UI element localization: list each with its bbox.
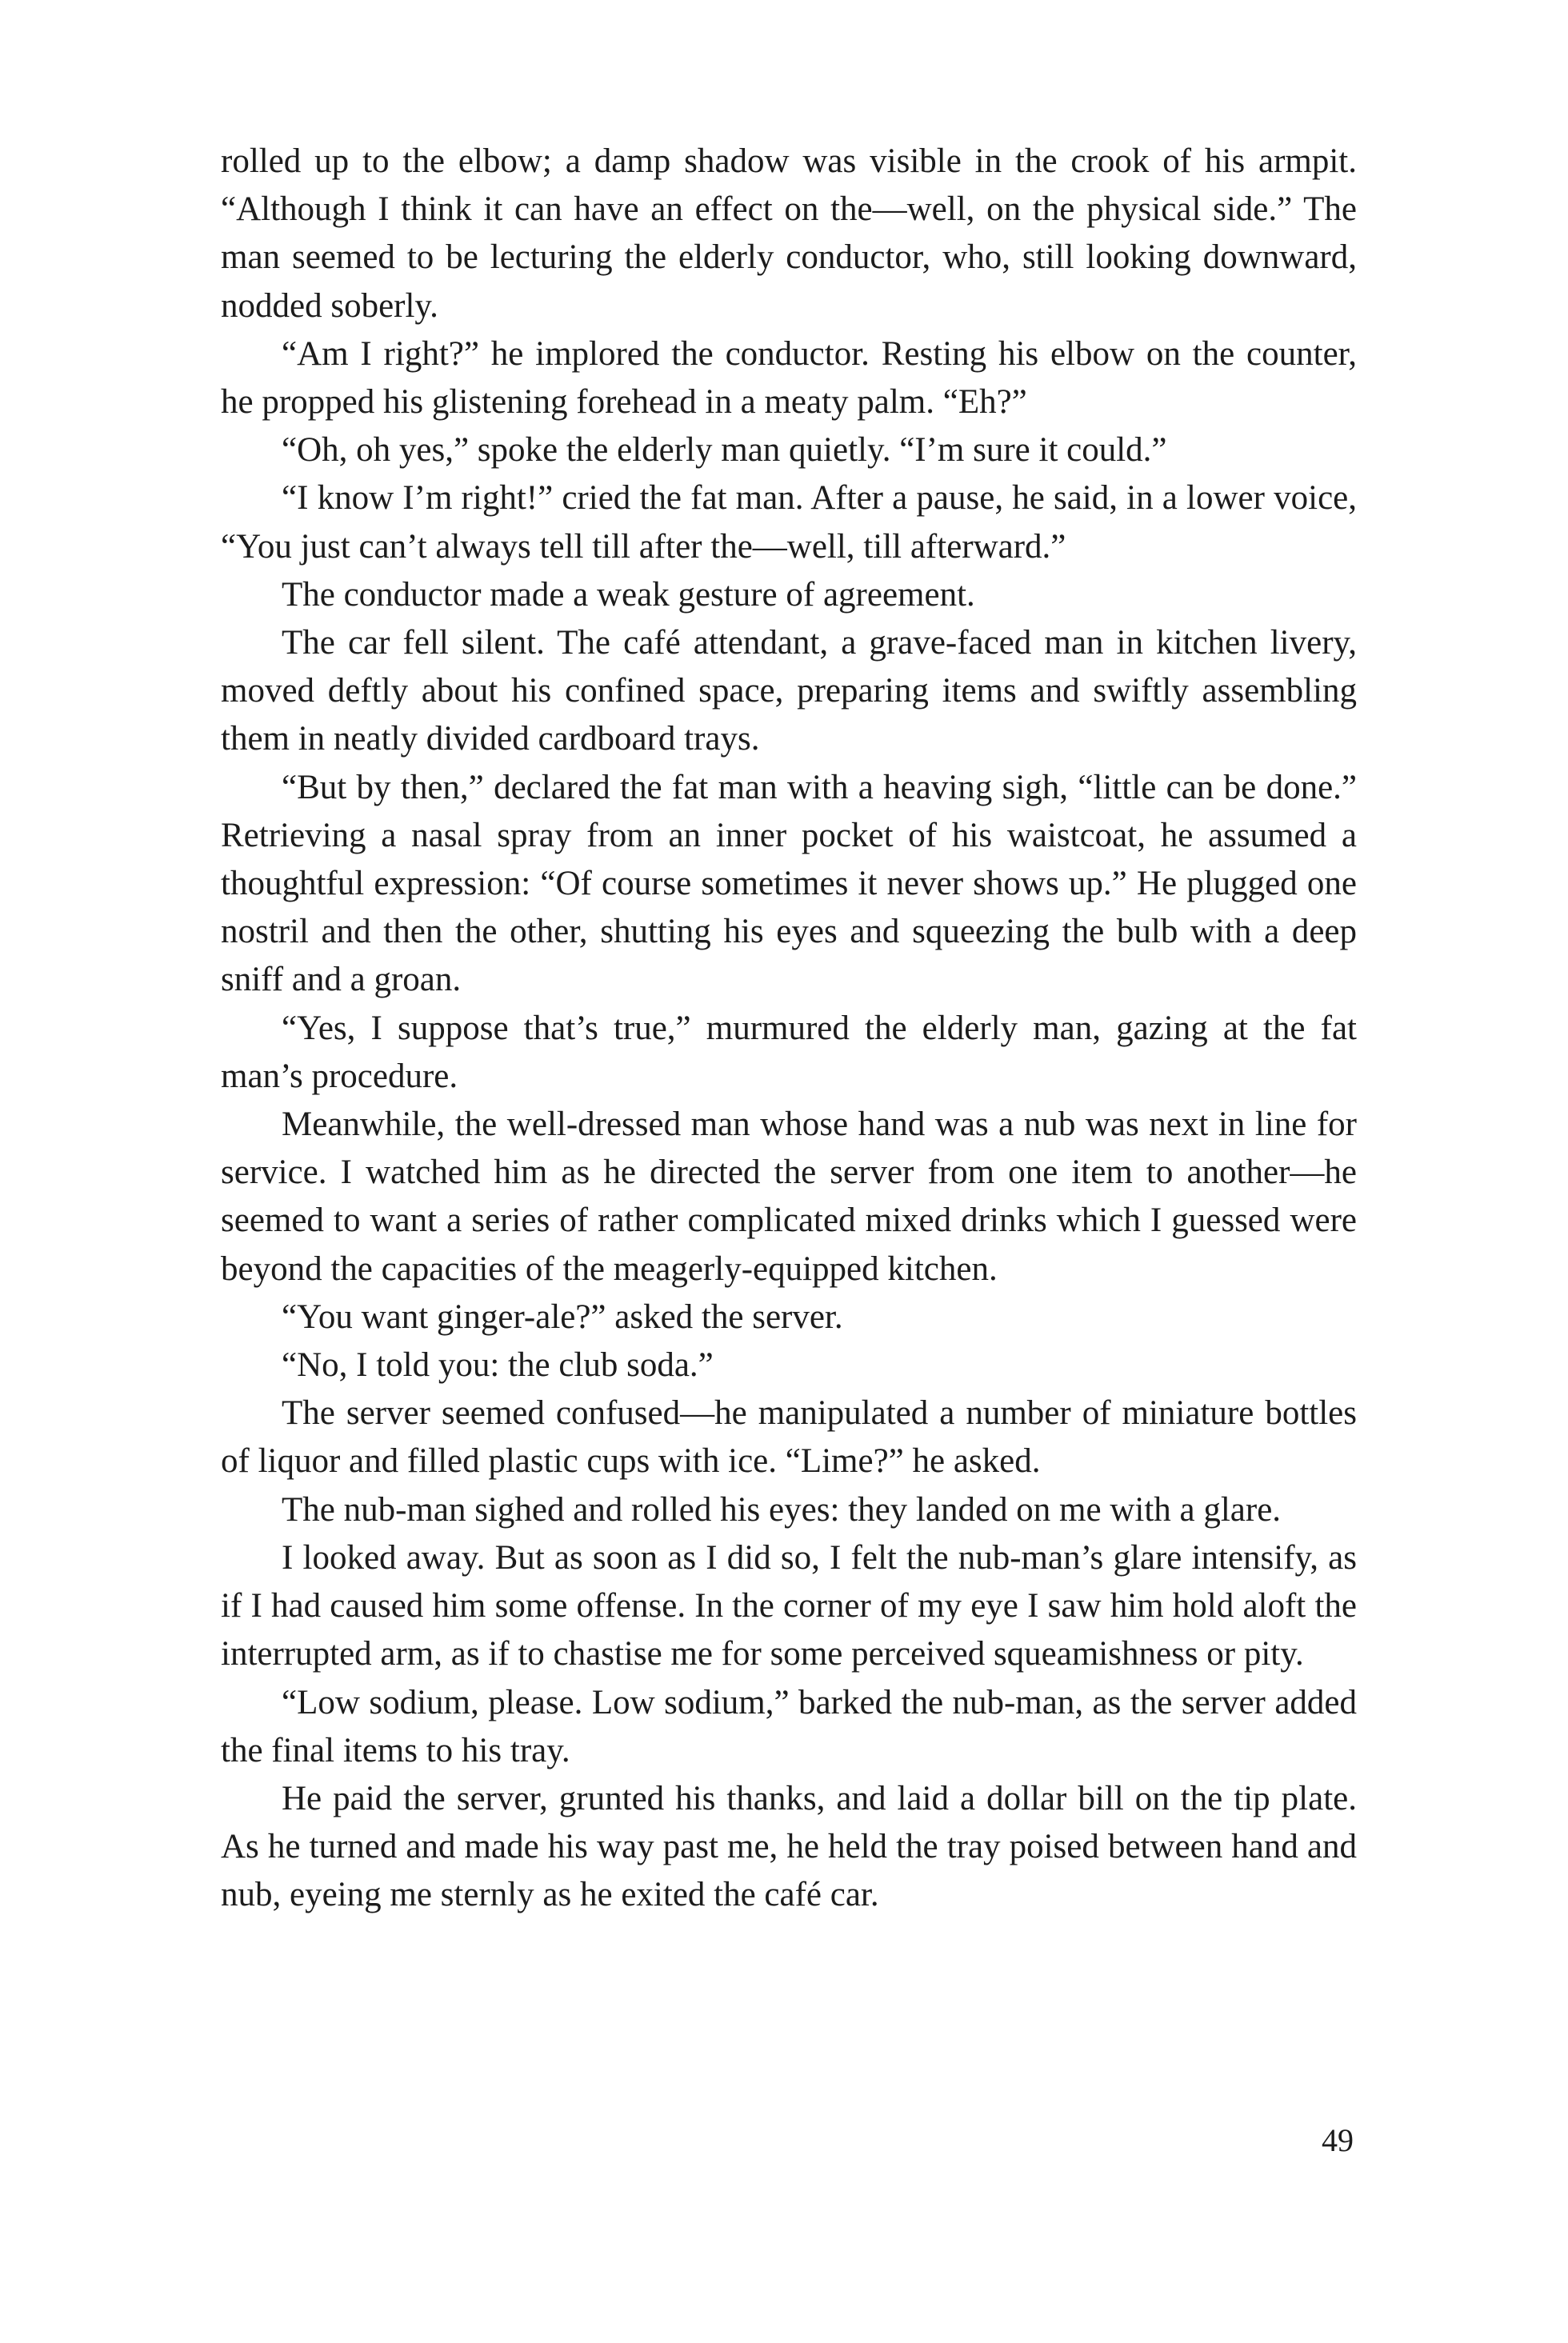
paragraph: The conductor made a weak gesture of agreement. (282, 575, 975, 614)
paragraph: The server seemed confused—he manipulated a number of miniature bottles of liquor and filled plastic cups with ice. “Lime?” he asked. (221, 1394, 1357, 1481)
paragraph: The nub-man sighed and rolled his eyes: they landed on me with a glare. (282, 1490, 1282, 1529)
body-text (221, 138, 1357, 1920)
paragraph: The car fell silent. The café attendant, a grave-faced man in kitchen livery, moved deftly about his confined space, preparing items and swiftly assembling them in neatly divided cardboard trays. (221, 624, 1357, 758)
page-number: 49 (1322, 2122, 1354, 2158)
paragraph: “No, I told you: the club soda.” (282, 1346, 714, 1385)
paragraph: “Am I right?” he implored the conductor. Resting his elbow on the counter, he propped his glistening forehead in a meaty palm. “Eh?” (221, 334, 1357, 422)
paragraph: I looked away. But as soon as I did so, I felt the nub-man’s glare intensify, as if I had caused him some offense. In the corner of my eye I saw him hold aloft the interrupted arm, as if to chastise me for some perceived squeamishness or pity. (221, 1538, 1357, 1673)
paragraph: “But by then,” declared the fat man with a heaving sigh, “little can be done.” Retrieving a nasal spray from an inner pocket of his waistcoat, he assumed a thoughtful expression: “Of course sometimes it never shows up.” He plugged one nostril and then the other, shutting his eyes and squeezing the bulb with a deep sniff and a groan. (221, 768, 1357, 999)
paragraph: “You want ginger-ale?” asked the server. (282, 1297, 843, 1336)
paragraph: “Yes, I suppose that’s true,” murmured the elderly man, gazing at the fat man’s procedure. (221, 1009, 1357, 1095)
paragraph: “I know I’m right!” cried the fat man. After a pause, he said, in a lower voice, “You just can’t always tell till after the—well, till afterward.” (221, 479, 1357, 566)
paragraph: “Oh, oh yes,” spoke the elderly man quietly. “I’m sure it could.” (282, 431, 1167, 470)
paragraph: Meanwhile, the well-dressed man whose hand was a nub was next in line for service. I watched him as he directed the server from one item to another—he seemed to want a series of rather complicated mixed drinks which I guessed were beyond the capacities of the meagerly-equipped kitchen. (221, 1106, 1357, 1288)
paragraph: He paid the server, grunted his thanks, and laid a dollar bill on the tip plate. As he turned and made his way past me, he held the tray poised between hand and nub, eyeing me sternly as he exited the café car. (221, 1779, 1357, 1914)
paragraph: rolled up to the elbow; a damp shadow was visible in the crook of his armpit. “Although I think it can have an effect on the—well, on the physical side.” The man seemed to be lecturing the elderly conductor, who, still looking downward, nodded soberly. (221, 142, 1357, 325)
paragraph: “Low sodium, please. Low sodium,” barked the nub-man, as the server added the final items to his tray. (221, 1683, 1357, 1769)
